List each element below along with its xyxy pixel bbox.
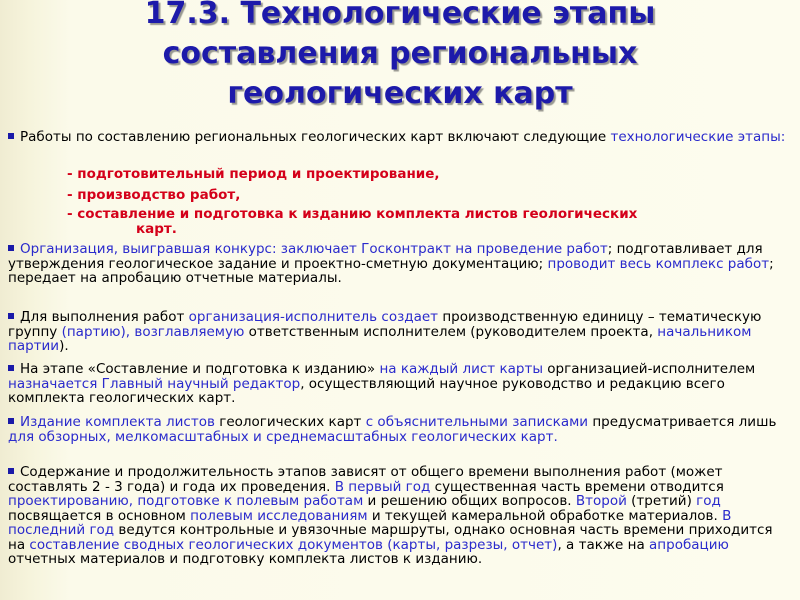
text-run: отчетных материалов и подготовку комплекта листов к изданию.: [8, 551, 483, 567]
highlight-run: Издание комплекта листов: [20, 414, 215, 430]
highlight-run: В первый год: [334, 478, 431, 495]
highlight-run: апробацию: [649, 536, 729, 553]
text-run: производственную единицу – тематическую группу: [8, 309, 762, 340]
text-run: Содержание и продолжительность этапов зависят от общего времени выполнения работ (может составлять 2 - 3 года) и года их проведения.: [8, 464, 723, 495]
paragraph-contractor: [8, 310, 792, 354]
highlight-run: Второй: [575, 493, 627, 509]
text-run: , а также на: [557, 536, 650, 553]
stage-item-3: [67, 207, 787, 236]
title-line-1: 17.3. Технологические этапы: [144, 0, 656, 31]
text-run: и решению общих вопросов.: [363, 493, 576, 509]
text-run: (третий): [626, 493, 697, 509]
stage-item-3-line-2: карт.: [136, 220, 177, 237]
stage-item-3-line-1: - составление и подготовка к изданию комплекта листов геологических: [67, 206, 638, 222]
paragraph-organization: [8, 242, 792, 286]
text-run: ).: [59, 338, 69, 354]
highlight-run: В последний год: [8, 507, 732, 538]
highlight-run: (партию), возглавляемую: [61, 323, 245, 340]
title-line-2: составления региональных: [162, 36, 638, 71]
square-bullet-icon: [8, 418, 14, 424]
highlight-run: год: [696, 493, 721, 509]
text-run: Работы по составлению региональных геологических карт включают следующие: [20, 129, 607, 145]
stage-item-2: - производство работ,: [67, 187, 241, 203]
paragraph-publishing-stage: [8, 362, 792, 406]
text-run: геологических карт: [214, 414, 366, 430]
slide-title: [0, 0, 800, 114]
highlight-run: для обзорных, мелкомасштабных и среднемасштабных геологических карт.: [8, 428, 558, 445]
highlight-run: составление сводных геологических документов (карты, разрезы, отчет): [29, 536, 558, 553]
text-run: ; подготавливает для утверждения геологическое задание и проектно-сметную документацию;: [8, 241, 763, 272]
highlight-run: на каждый лист карты: [379, 361, 543, 377]
highlight-run: с объяснительными записками: [365, 414, 589, 430]
highlight-run: технологические этапы:: [610, 129, 786, 145]
highlight-run: организация-исполнитель создает: [188, 309, 439, 325]
text-run: посвящается в основном: [8, 507, 191, 524]
highlight-run: назначается Главный научный редактор: [8, 375, 301, 392]
highlight-run: Организация, выигравшая конкурс: заключает Госконтракт на проведение работ: [20, 241, 608, 257]
text-run: и текущей камеральной обработке материалов.: [367, 507, 723, 524]
square-bullet-icon: [8, 133, 14, 139]
square-bullet-icon: [8, 245, 14, 251]
text-run: Для выполнения работ: [20, 309, 189, 325]
highlight-run: проектированию, подготовке к полевым работам: [8, 493, 364, 509]
text-run: На этапе «Составление и подготовка к изданию»: [20, 361, 380, 377]
highlight-run: полевым исследованиям: [190, 507, 368, 524]
text-run: предусматривается лишь: [588, 414, 777, 430]
text-run: ; передает на апробацию отчетные материалы.: [8, 255, 774, 286]
text-run: организацией-исполнителем: [542, 361, 756, 377]
paragraph-stage-duration: [8, 465, 792, 567]
highlight-run: начальником партии: [8, 323, 752, 354]
paragraph-sheet-edition: [8, 415, 792, 444]
text-run: существенная часть времени отводится: [430, 478, 724, 495]
highlight-run: проводит весь комплекс работ: [547, 255, 770, 272]
text-run: , осуществляющий научное руководство и редакцию всего комплекта геологических карт.: [8, 375, 725, 406]
square-bullet-icon: [8, 468, 14, 474]
stage-item-1: - подготовительный период и проектирование,: [67, 166, 440, 182]
square-bullet-icon: [8, 313, 14, 319]
title-line-3: геологических карт: [227, 76, 573, 111]
text-run: ответственным исполнителем (руководителем проекта,: [244, 323, 658, 340]
paragraph-work-stages: [8, 130, 792, 145]
text-run: ведутся контрольные и увязочные маршруты, однако основная часть времени приходится на: [8, 522, 773, 553]
square-bullet-icon: [8, 365, 14, 371]
